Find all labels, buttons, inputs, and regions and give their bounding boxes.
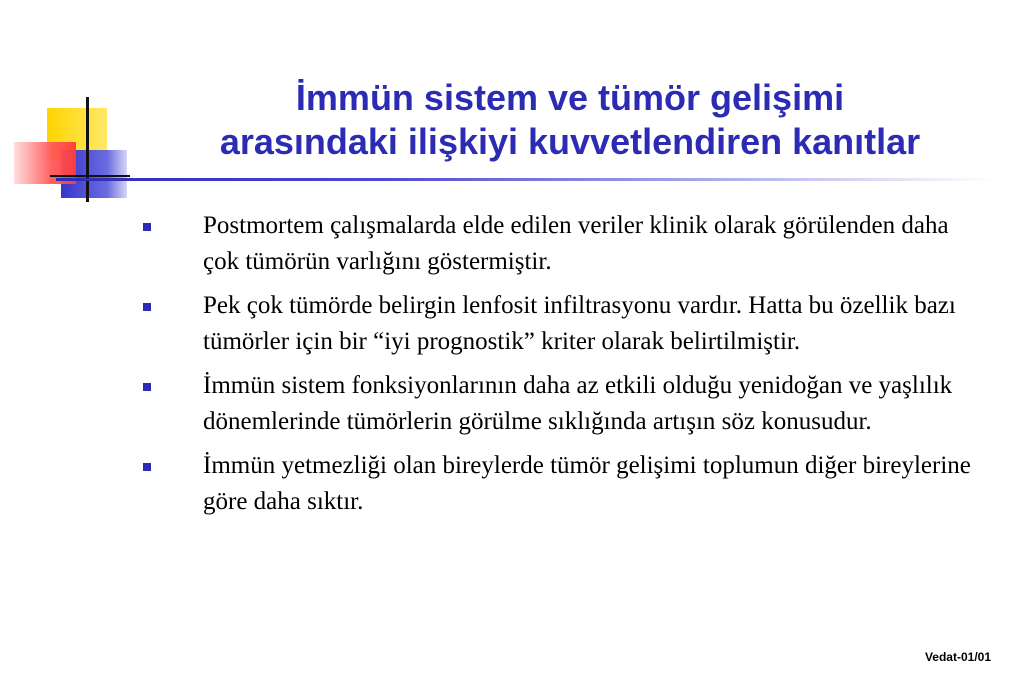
square-bullet-icon (143, 463, 151, 471)
list-item (140, 368, 990, 440)
page-title (140, 76, 1000, 164)
title-line-1: İmmün sistem ve tümör gelişimi (295, 77, 845, 118)
list-item (140, 208, 990, 280)
title-line-2: arasındaki ilişkiyi kuvvetlendiren kanıtlar (219, 121, 921, 162)
bullet-text: Postmortem çalışmalarda elde edilen veriler klinik olarak görülenden daha çok tümörün varlığını göstermiştir. (203, 212, 949, 275)
footer-label: Vedat-01/01 (924, 650, 991, 664)
title-divider (56, 178, 996, 181)
bullet-list (140, 208, 990, 528)
list-item (140, 288, 990, 360)
bullet-text: İmmün yetmezliği olan bireylerde tümör gelişimi toplumun diğer bireylerine göre daha sıktır. (203, 452, 971, 515)
square-bullet-icon (143, 383, 151, 391)
square-bullet-icon (143, 223, 151, 231)
square-bullet-icon (143, 303, 151, 311)
bullet-text: İmmün sistem fonksiyonlarının daha az etkili olduğu yenidoğan ve yaşlılık dönemlerinde tümörlerin görülme sıklığında artışın söz konusudur. (203, 372, 953, 435)
bullet-text: Pek çok tümörde belirgin lenfosit infiltrasyonu vardır. Hatta bu özellik bazı tümörler için bir “iyi prognostik” kriter olarak belirtilmiştir. (203, 292, 956, 355)
list-item (140, 448, 990, 520)
